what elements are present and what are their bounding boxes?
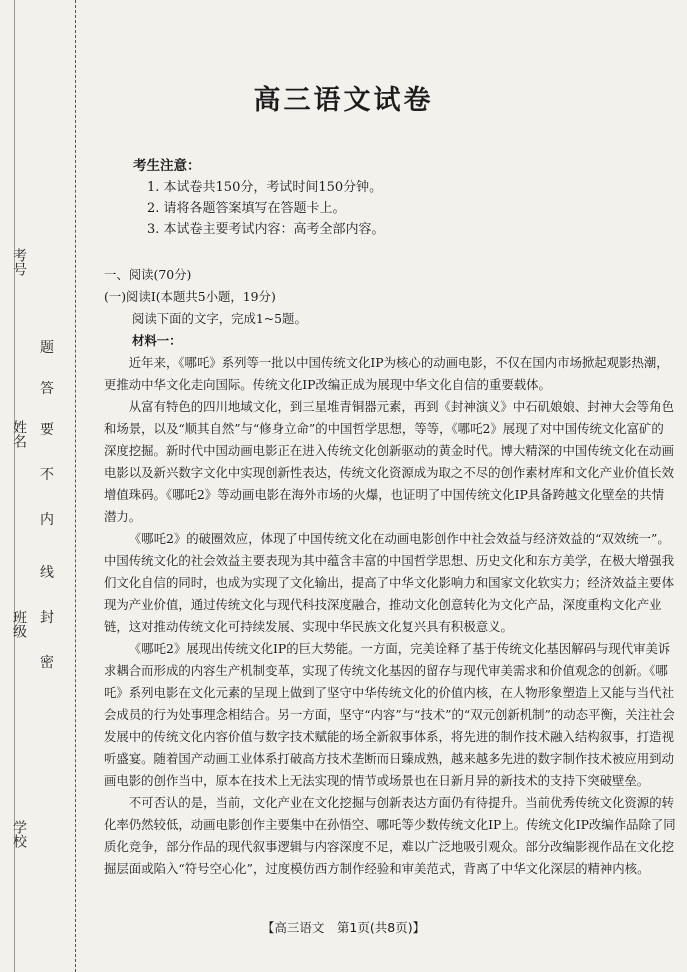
notice-item: 1. 本试卷共150分，考试时间150分钟。 (147, 180, 383, 195)
paragraph: 从富有特色的四川地域文化，到三星堆青铜器元素，再到《封神演义》中石矶娘娘、封神大会等角色和场景，以及“顺其自然”与“修身立命”的中国哲学思想，等等，《哪吒2》展现了对中国传统文化富矿的深度挖掘。新时代中国动画电影正在进入传统文化创新驱动的黄金时代。博大精深的中国传统文化在动画电影以及新兴数字文化中实现创新性表达，传统文化资源成为取之不尽的创作素材库和文化产业价值长效增值珠码。《哪吒2》等动画电影在海外市场的火爆，也证明了中国传统文化IP具备跨越文化壁垒的共情潜力。 (104, 399, 674, 524)
seal-char: 密 (40, 655, 54, 671)
seal-char: 封 (40, 610, 54, 626)
section-subheading: (一)阅读Ⅰ(本题共5小题，19分) (104, 289, 276, 304)
seal-char: 要 (40, 422, 54, 438)
school-label: 学校 (11, 820, 27, 848)
binding-line (75, 0, 76, 972)
seal-char: 线 (40, 565, 54, 581)
notice-item: 2. 请将各题答案填写在答题卡上。 (147, 201, 346, 216)
reading-section (104, 264, 676, 880)
seal-char: 不 (40, 467, 54, 483)
exam-notice (133, 156, 385, 240)
paragraph: 不可否认的是，当前，文化产业在文化挖掘与创新表达方面仍有待提升。当前优秀传统文化资源的转化率仍然较低，动画电影创作主要集中在孙悟空、哪吒等少数传统文化IP上。传统文化IP改编作品除了同质化竞争，部分作品的现代叙事逻辑与内容深度不足，难以广泛地吸引观众。部分改编影视作品在文化挖掘层面或陷入“符号空心化”，过度模仿西方制作经验和审美范式，背离了中华文化深层的精神内核。 (104, 795, 676, 876)
class-label: 班级 (11, 610, 27, 638)
name-label: 姓名 (11, 420, 27, 448)
seal-char: 内 (40, 512, 54, 528)
paragraph: 《哪吒2》的破圈效应，体现了中国传统文化在动画电影创作中社会效益与经济效益的“双效统一”。中国传统文化的社会效益主要表现为其中蕴含丰富的中国哲学思想、历史文化和东方美学，在极大增强我们文化自信的同时，也成为实现了文化输出，提高了中华文化影响力和国家文化软实力；经济效益主要体现为产业价值，通过传统文化与现代科技深度融合，推动文化创意转化为文化产品，深度重构文化产业链，这对推动传统文化可持续发展、实现中华民族文化复兴具有积极意义。 (104, 531, 674, 634)
paragraph: 《哪吒2》展现出传统文化IP的巨大势能。一方面，完美诠释了基于传统文化基因解码与现代审美诉求耦合而形成的内容生产机制变革，实现了传统文化基因的留存与现代审美需求和价值观念的创新。《哪吒》系列电影在文化元素的呈现上做到了坚守中华传统文化的价值内核，在人物形象塑造上又能与当代社会成员的行为处事理念相结合。另一方面，坚守“内容”与“技术”的“双元创新机制”的动态平衡，关注社会发展中的传统文化内容价值与数字技术赋能的场全新叙事体系，将先进的制作技术融入结构叙事，打造视听盛宴。随着国产动画工业体系打破高方技术垄断而日臻成熟，越来越多先进的数字制作技术被应用到动画电影的创作当中，原本在技术上无法实现的情节或场景也在日新月异的新技术的支持下突破壁垒。 (104, 641, 675, 788)
section-instruction: 阅读下面的文字，完成1~5题。 (132, 311, 307, 326)
notice-heading: 考生注意： (133, 158, 201, 174)
page-footer: 【高三语文 第1页(共8页)】 (261, 920, 426, 935)
notice-item: 3. 本试卷主要考试内容：高考全部内容。 (147, 222, 385, 237)
material-label: 材料一： (132, 333, 182, 348)
seal-char: 答 (40, 381, 54, 397)
section-heading: 一、阅读(70分) (104, 267, 192, 282)
page-title: 高三语文试卷 (253, 85, 434, 116)
seal-char: 题 (40, 340, 54, 356)
exam-number-label: 考号 (11, 248, 27, 276)
paragraph: 近年来，《哪吒》系列等一批以中国传统文化IP为核心的动画电影，不仅在国内市场掀起观影热潮，更推动中华文化走向国际。传统文化IP改编正成为展现中华文化自信的重要载体。 (104, 355, 669, 392)
